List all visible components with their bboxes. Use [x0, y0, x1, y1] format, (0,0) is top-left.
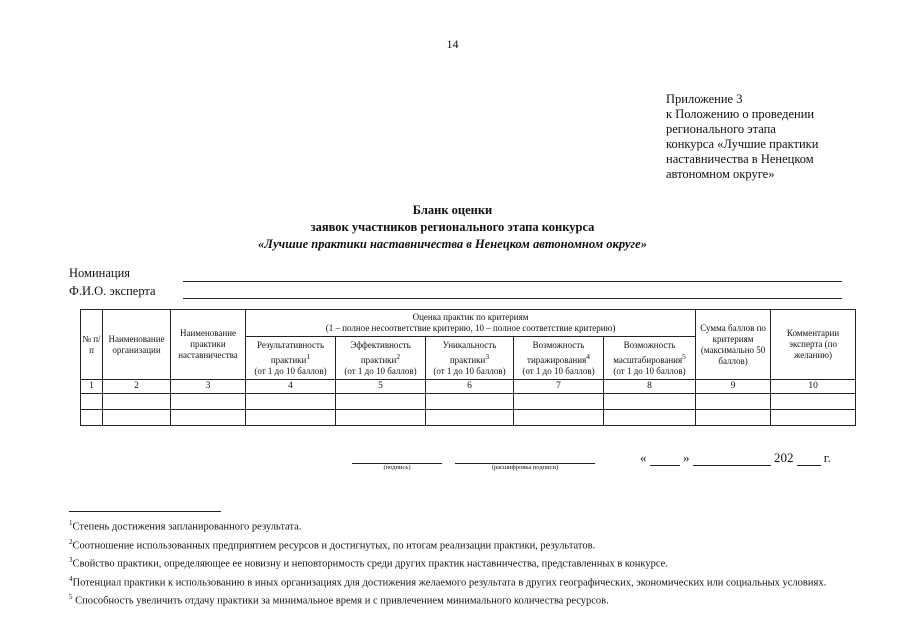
- table-cell[interactable]: [246, 394, 336, 410]
- header-criterion-2: [336, 337, 426, 380]
- date-field: [640, 450, 831, 466]
- criterion-footnote-mark: 1: [306, 351, 311, 361]
- table-cell[interactable]: [246, 410, 336, 426]
- date-year-prefix: 202: [774, 450, 794, 465]
- header-criterion-1: [246, 337, 336, 380]
- criteria-header-line-1: Оценка практик по критериям: [412, 312, 529, 322]
- criterion-range: (от 1 до 10 баллов): [433, 365, 506, 376]
- footnote: [69, 572, 869, 591]
- footnote-mark: 3: [69, 556, 73, 564]
- footnote-separator: [69, 511, 221, 512]
- table-cell[interactable]: [426, 410, 514, 426]
- appendix-line: конкурса «Лучшие практики: [666, 137, 819, 151]
- signature-caption: (подпись): [383, 464, 411, 471]
- footnote-text: Степень достижения запланированного результата.: [72, 521, 302, 533]
- signature-decode-line[interactable]: [455, 451, 595, 464]
- table-cell[interactable]: [103, 394, 171, 410]
- footnote-text: Соотношение использованных предприятием ресурсов и достигнутых, по итогам реализации практики, результатов.: [72, 540, 596, 551]
- header-criterion-5: [604, 337, 696, 380]
- header-num: № п/п: [81, 310, 103, 380]
- criterion-range: (от 1 до 10 баллов): [344, 365, 417, 376]
- date-year-suffix: г.: [823, 450, 831, 465]
- criterion-name: Возможность масштабирования: [613, 339, 683, 365]
- header-criteria: [246, 310, 696, 337]
- criterion-range: (от 1 до 10 баллов): [254, 365, 327, 376]
- table-cell[interactable]: [696, 410, 771, 426]
- column-number: 9: [696, 380, 771, 394]
- criteria-header-line-2: (1 – полное несоответствие критерию, 10 – полное соответствие критерию): [325, 323, 616, 333]
- header-practice: Наименование практики наставничества: [171, 310, 246, 380]
- criterion-footnote-mark: 3: [485, 351, 490, 361]
- criterion-name: Уникальность практики: [442, 339, 497, 365]
- header-sum: Сумма баллов по критериям (максимально 50 баллов): [696, 310, 771, 380]
- table-row: [81, 410, 856, 426]
- column-number: 1: [81, 380, 103, 394]
- table-cell[interactable]: [103, 410, 171, 426]
- criterion-footnote-mark: 2: [396, 351, 401, 361]
- expert-label: Ф.И.О. эксперта: [69, 284, 156, 298]
- column-number-row: [81, 380, 856, 394]
- page-number: 14: [446, 37, 459, 51]
- date-quote-open: «: [640, 450, 647, 465]
- table-row: [81, 394, 856, 410]
- date-month-blank[interactable]: [693, 453, 771, 466]
- footnote-mark: 1: [69, 519, 73, 527]
- header-organization: Наименование организации: [103, 310, 171, 380]
- nomination-label: Номинация: [69, 266, 131, 280]
- header-criterion-3: [426, 337, 514, 380]
- column-number: 3: [171, 380, 246, 394]
- appendix-line: к Положению о проведении: [666, 107, 815, 121]
- table-cell[interactable]: [81, 394, 103, 410]
- criterion-name: Эффективность практики: [350, 339, 411, 365]
- table-cell[interactable]: [171, 410, 246, 426]
- table-cell[interactable]: [771, 394, 856, 410]
- appendix-note: [666, 92, 896, 182]
- criterion-name: Результативность практики: [256, 339, 325, 365]
- footnote-text: Свойство практики, определяющее ее новизну и неповторимость среди других практик наставничества, представленных в конкурсе.: [72, 558, 668, 570]
- title-line-1: Бланк оценки: [412, 203, 493, 217]
- header-criterion-4: [514, 337, 604, 380]
- table-cell[interactable]: [514, 410, 604, 426]
- column-number: 4: [246, 380, 336, 394]
- expert-line: [183, 298, 842, 299]
- footnote-mark: 5: [69, 593, 73, 601]
- column-number: 2: [103, 380, 171, 394]
- signature-line[interactable]: [352, 451, 442, 464]
- footnote: [69, 553, 869, 572]
- table-cell[interactable]: [514, 394, 604, 410]
- criterion-footnote-mark: 5: [682, 351, 686, 361]
- date-year-blank[interactable]: [797, 453, 821, 466]
- footnote: [69, 590, 869, 609]
- nomination-line: [183, 281, 842, 282]
- criterion-footnote-mark: 4: [586, 351, 590, 361]
- table-cell[interactable]: [771, 410, 856, 426]
- table-cell[interactable]: [696, 394, 771, 410]
- table-cell[interactable]: [604, 410, 696, 426]
- footnote-text: Потенциал практики к использованию в иных организациях для достижения желаемого результата в других географических, экономических или социальных условиях.: [72, 577, 827, 588]
- table-cell[interactable]: [604, 394, 696, 410]
- table-cell[interactable]: [426, 394, 514, 410]
- criterion-range: (от 1 до 10 баллов): [522, 365, 595, 376]
- table-cell[interactable]: [336, 410, 426, 426]
- criterion-range: (от 1 до 10 баллов): [613, 365, 686, 376]
- footnotes: [69, 516, 869, 609]
- table-cell[interactable]: [81, 410, 103, 426]
- appendix-line: автономном округе»: [666, 167, 775, 181]
- appendix-line: Приложение 3: [666, 92, 743, 106]
- column-number: 7: [514, 380, 604, 394]
- title-line-2: заявок участников регионального этапа конкурса: [310, 220, 595, 234]
- footnote: [69, 535, 869, 554]
- appendix-line: наставничества в Ненецком: [666, 152, 814, 166]
- signature-decode-caption: (расшифровка подписи): [491, 464, 559, 471]
- form-title: [0, 202, 905, 253]
- criterion-name: Возможность тиражирования: [527, 339, 587, 365]
- column-number: 5: [336, 380, 426, 394]
- footnote: [69, 516, 869, 535]
- table-cell[interactable]: [336, 394, 426, 410]
- date-day-blank[interactable]: [650, 453, 680, 466]
- column-number: 10: [771, 380, 856, 394]
- appendix-line: регионального этапа: [666, 122, 776, 136]
- footnote-mark: 4: [69, 574, 73, 583]
- footnote-text: Способность увеличить отдачу практики за минимальное время и с привлечением минимального количества ресурсов.: [72, 595, 609, 607]
- title-line-3: «Лучшие практики наставничества в Ненецком автономном округе»: [258, 237, 647, 251]
- footnote-mark: 2: [69, 537, 73, 546]
- column-number: 6: [426, 380, 514, 394]
- header-comment: Комментарии эксперта (по желанию): [771, 310, 856, 380]
- date-quote-close: »: [683, 450, 690, 465]
- table-cell[interactable]: [171, 394, 246, 410]
- evaluation-table: [80, 309, 856, 426]
- column-number: 8: [604, 380, 696, 394]
